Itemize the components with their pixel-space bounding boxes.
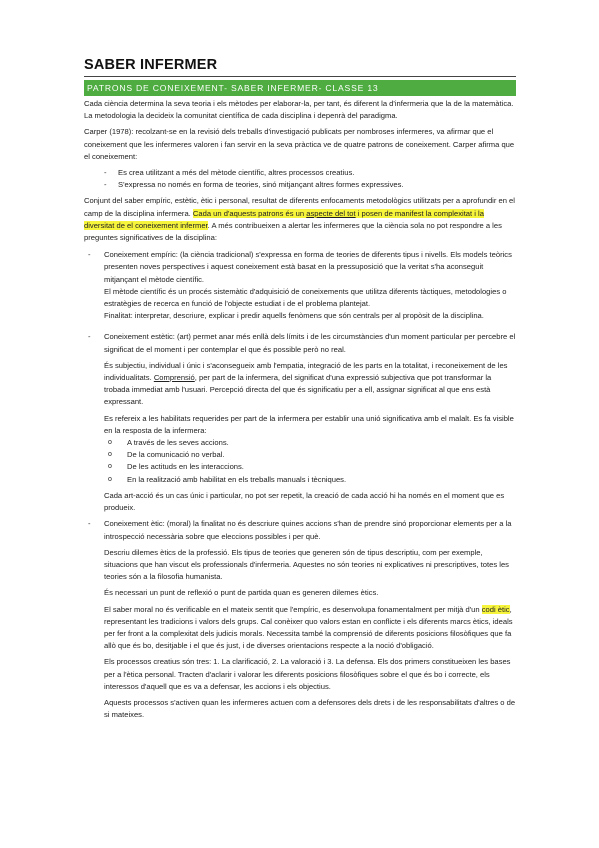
document-body (84, 98, 516, 721)
highlighted-text: codi ètic (481, 604, 510, 614)
dash-bullet: - (104, 168, 107, 178)
title-divider (84, 76, 516, 77)
intro-paragraph-2: Carper (1978): recolzant-se en la revisió dels treballs d'investigació publicats per nombroses infermeres, va afirmar que el coneixement que les infermeres valoren i fan servir en la seva pràctica ve de quatre patrons de coneixement. Carper afirma que el coneixement: (84, 127, 515, 161)
etic-paragraph-1: Coneixement ètic: (moral) la finalitat no és descriure quines accions s'han de prendre sinó proporcionar elements per a la introspecció necessària sobre que eleccions possibles i per què. (104, 519, 512, 541)
section-header-bar (84, 80, 516, 96)
etic-paragraph-5: Els processos creatius són tres: 1. La clarificació, 2. La valoració i 3. La defensa. Els dos primers constitueixen les bases per a l'ètica personal. Tracten d'aclarir i valorar les diferents posicions filosòfiques sobre el que és bo i correcte, els interessos d'aquell que es va a defensar, les accions i els objectius. (104, 657, 511, 691)
empiric-paragraph-2: El mètode científic és un procés sistemàtic d'adquisició de coneixements que utilitza diferents tàctiques, metodologies o estratègies de recerca en funció de l'objecte estudiat i de el problema plantejat. (104, 286, 507, 309)
estetic-paragraph-2: És subjectiu, individual i únic i s'aconsegueix amb l'empatia, integració de les parts en la totalitat, i reconeixement de les individualitats. Comprensió, per part de la infermera, del significat d'una expressió subjectiva que pot transformar la trobada immediat amb l'usuari. Percepció directa del que és significatiu per a ell, assignar significat al que ens està expressant. (104, 360, 508, 407)
circle-bullet: o (108, 463, 112, 471)
document-title: SABER INFERMER (84, 57, 218, 73)
dash-bullet: - (88, 250, 91, 260)
estetic-paragraph-1: Coneixement estètic: (art) permet anar més enllà dels límits i de les circumstàncies d'un moment particular per percebre el significat de el moment i per contemplar el que és possible però no real. (104, 332, 516, 354)
empiric-paragraph-1: Coneixement empíric: (la ciència tradicional) s'expressa en forma de teories de diferents tipus i nivells. Els models teòrics presenten noves perspectives i aquest coneixement està basat en la pressuposició que la veritat s'ha aconseguit mitjançant el mètode científic. (104, 250, 512, 284)
empiric-paragraph-3: Finalitat: interpretar, descriure, explicar i predir aquells fenòmens que són centrals per al propòsit de la disciplina. (104, 311, 484, 321)
etic-paragraph-4: El saber moral no és verificable en el mateix sentit que l'empíric, es desenvolupa fonamentalment per mitjà d'un codi ètic, representant les tradicions i valors dels grups. Cal conèixer quo valors estan en conflicte i els diferents marcs ètics, ideals per fer front a la complexitat dels judicis morals. Necessita també la comprensió de diferents posicions filosòfiques que fa allò que és bo, desitjable i el que és just, i de diverses orientacions respecte a la noció d'obligació. (104, 604, 513, 651)
estetic-paragraph-3: Es refereix a les habilitats requerides per part de la infermera per establir una unió significativa amb el malalt. Es fa visible en la resposta de la infermera: (104, 413, 514, 435)
etic-paragraph-3: És necessari un punt de reflexió o punt de partida quan es generen dilemes ètics. (104, 588, 379, 598)
intro-paragraph-3: Conjunt del saber empíric, estètic, ètic i personal, resultat de diferents enfocaments metodològics utilitzats per a aprofundir en el camp de la disciplina infermera. Cada un d'aquests patrons és un aspecte del tot i posen de manifest la complexitat i la diversitat de el coneixement infermer. A més contribueixen a alertar les infermeres que la ciència sola no pot respondre a les preguntes significatives de la disciplina: (84, 196, 515, 243)
dash-bullet: - (104, 180, 107, 190)
underlined-text: aspecte del tot (306, 208, 356, 218)
list-item: o De la comunicació no verbal. (84, 449, 516, 461)
list-item: o En la realització amb habilitat en els treballs manuals i tècniques. (84, 474, 516, 486)
list-item: o De les actituds en les interaccions. (84, 461, 516, 473)
list-item: o A través de les seves accions. (84, 437, 516, 449)
section-header-text: PATRONS DE CONEIXEMENT- SABER INFERMER- CLASSE 13 (87, 83, 379, 93)
circle-bullet: o (108, 451, 112, 459)
dash-bullet: - (88, 332, 91, 342)
intro-bullet-list (84, 167, 516, 191)
section-empiric (84, 249, 516, 322)
highlighted-text: Cada un d'aquests patrons és un aspecte del tot i posen de manifest la complexitat i la diversitat de el coneixement infermer (84, 208, 484, 230)
etic-paragraph-6: Aquests processos s'activen quan les infermeres actuen com a defensores dels drets i de les responsabilitats d'altres o de si mateixes. (104, 697, 516, 720)
section-estetic (84, 331, 516, 437)
underlined-text: Comprensió (153, 373, 195, 383)
estetic-paragraph-4: Cada art-acció és un cas únic i particular, no pot ser repetit, la creació de cada acció hi ha només en el moment que es produeix. (104, 490, 505, 513)
etic-paragraph-2: Descriu dilemes ètics de la professió. Els tipus de teories que generen són de tipus descriptiu, com per exemple, situacions que han viscut els professionals d'infermeria. Aquestes no són teories ni explicatives ni prescriptives, totes les teories són a la filosofia humanista. (104, 547, 509, 582)
list-item: - S'expressa no només en forma de teories, sinó mitjançant altres formes expressives. (84, 179, 516, 191)
intro-paragraph-1: Cada ciència determina la seva teoria i els mètodes per elaborar-la, per tant, és diferent la d'infermeria que la de la matemàtica. La metodologia la decideix la comunitat científica de cada disciplina i depenrà del paradigma. (84, 99, 514, 121)
dash-bullet: - (88, 519, 91, 529)
list-item: - Es crea utilitzant a més del mètode científic, altres processos creatius. (84, 167, 516, 179)
circle-bullet: o (108, 439, 112, 447)
section-etic (84, 518, 516, 721)
circle-bullet: o (108, 475, 112, 483)
estetic-sub-list (84, 437, 516, 486)
